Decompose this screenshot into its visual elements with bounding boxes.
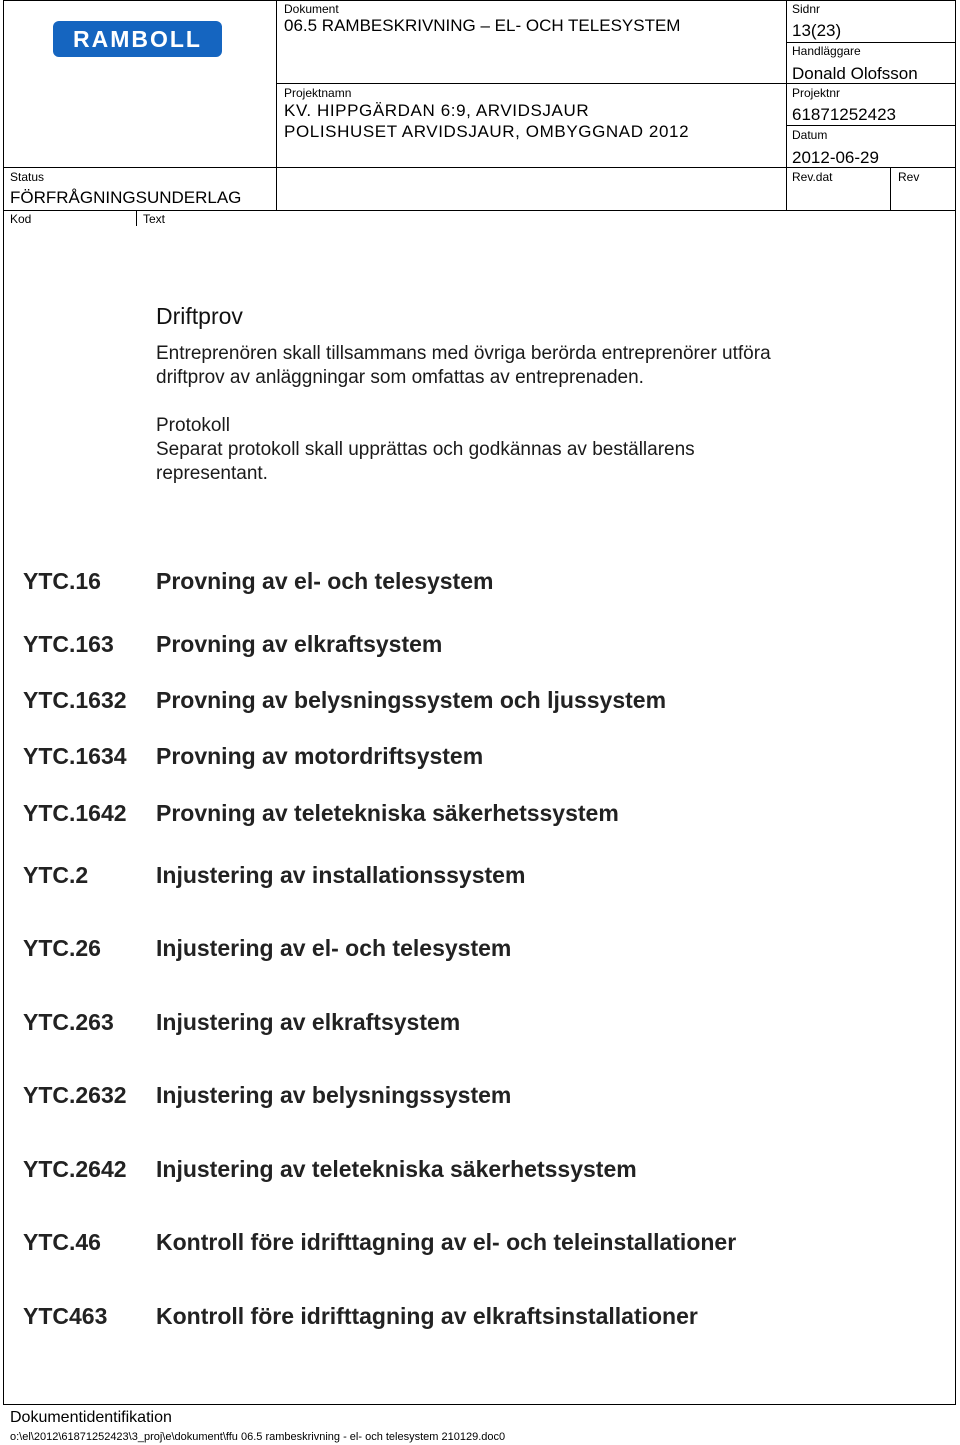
spec-code: YTC.2632 xyxy=(23,1082,127,1108)
spec-title: Injustering av elkraftsystem xyxy=(156,1009,461,1035)
paragraph-line: Entreprenören skall tillsammans med övriga berörda entreprenörer utföra xyxy=(156,343,771,364)
header-rule-kod xyxy=(3,210,956,211)
spec-title: Provning av motordriftsystem xyxy=(156,743,484,769)
status-value: FÖRFRÅGNINGSUNDERLAG xyxy=(10,188,242,207)
spec-code: YTC.1634 xyxy=(23,743,127,769)
document-id-label: Dokumentidentifikation xyxy=(10,1409,172,1426)
spec-code: YTC.26 xyxy=(23,935,101,961)
spec-code: YTC.263 xyxy=(23,1009,114,1035)
spec-title: Provning av el- och telesystem xyxy=(156,568,494,594)
text-label: Text xyxy=(143,212,166,226)
ramboll-logo xyxy=(53,21,222,57)
paragraph-line: representant. xyxy=(156,463,268,484)
spec-code: YTC.163 xyxy=(23,631,114,657)
dokument-label: Dokument xyxy=(284,2,339,16)
header-rule-doc xyxy=(276,83,786,84)
spec-title: Provning av belysningssystem och ljussystem xyxy=(156,687,667,713)
spec-code: YTC.2642 xyxy=(23,1156,127,1182)
spec-code: YTC463 xyxy=(23,1303,108,1329)
handlaggare-value: Donald Olofsson xyxy=(792,64,918,83)
projektnr-value: 61871252423 xyxy=(792,105,897,124)
document-id-path: o:\el\2012\61871252423\3_proj\e\dokument\ffu 06.5 rambeskrivning - el- och telesystem 210129.doc0 xyxy=(10,1431,506,1443)
sidnr-value: 13(23) xyxy=(792,21,842,40)
spec-title: Provning av teletekniska säkerhetssystem xyxy=(156,800,619,826)
ramboll-logo-text: RAMBOLL xyxy=(73,26,202,52)
sidnr-label: Sidnr xyxy=(792,2,821,16)
spec-title: Injustering av el- och telesystem xyxy=(156,935,512,961)
rev-label: Rev xyxy=(898,170,920,184)
spec-title: Provning av elkraftsystem xyxy=(156,631,443,657)
revdat-label: Rev.dat xyxy=(792,170,833,184)
projektnamn-label: Projektnamn xyxy=(284,86,352,100)
paragraph-line: driftprov av anläggningar som omfattas av entreprenaden. xyxy=(156,367,644,388)
datum-label: Datum xyxy=(792,128,828,142)
status-label: Status xyxy=(10,170,45,184)
section-heading: Driftprov xyxy=(156,303,243,329)
header-rule-sidnr xyxy=(786,42,956,43)
projektnamn-line2: POLISHUSET ARVIDSJAUR, OMBYGGNAD 2012 xyxy=(284,122,690,141)
spec-code: YTC.16 xyxy=(23,568,101,594)
projektnamn-line1: KV. HIPPGÄRDAN 6:9, ARVIDSJAUR xyxy=(284,101,590,120)
header-divider-right xyxy=(786,0,787,210)
header-divider-left xyxy=(276,0,277,210)
header-divider-kod xyxy=(136,210,137,226)
header-divider-rev xyxy=(890,167,891,210)
header-rule-projektnr xyxy=(786,125,956,126)
spec-title: Injustering av teletekniska säkerhetssystem xyxy=(156,1156,637,1182)
dokument-value: 06.5 RAMBESKRIVNING – EL- OCH TELESYSTEM xyxy=(284,16,681,35)
paragraph-line: Separat protokoll skall upprättas och godkännas av beställarens xyxy=(156,439,695,460)
spec-title: Kontroll före idrifttagning av elkraftsinstallationer xyxy=(156,1303,698,1329)
kod-label: Kod xyxy=(10,212,32,226)
projektnr-label: Projektnr xyxy=(792,86,841,100)
spec-code: YTC.2 xyxy=(23,862,89,888)
handlaggare-label: Handläggare xyxy=(792,44,861,58)
paragraph-line: Protokoll xyxy=(156,415,230,436)
spec-title: Injustering av belysningssystem xyxy=(156,1082,512,1108)
spec-title: Injustering av installationssystem xyxy=(156,862,526,888)
spec-code: YTC.46 xyxy=(23,1229,101,1255)
datum-value: 2012-06-29 xyxy=(792,148,879,167)
spec-code: YTC.1632 xyxy=(23,687,127,713)
spec-code: YTC.1642 xyxy=(23,800,127,826)
spec-title: Kontroll före idrifttagning av el- och teleinstallationer xyxy=(156,1229,737,1255)
